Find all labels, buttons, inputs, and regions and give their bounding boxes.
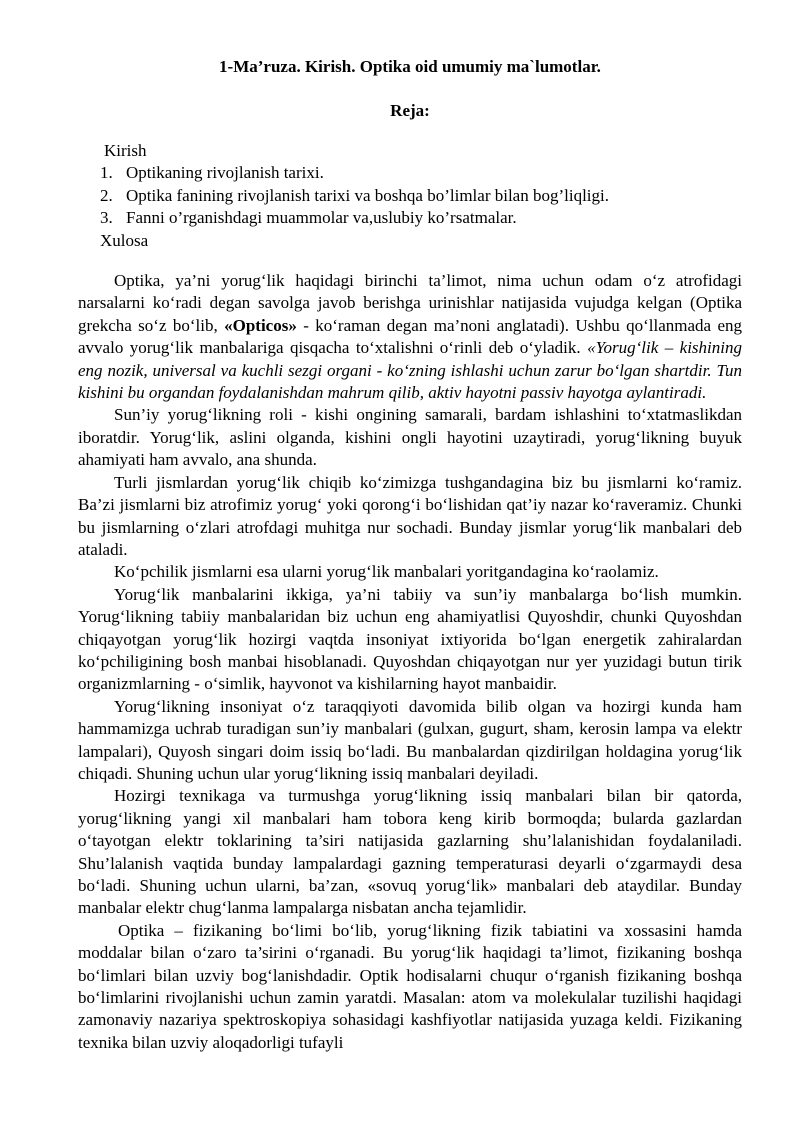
outline-item-text: Optikaning rivojlanish tarixi.: [126, 163, 324, 183]
body-paragraph: Sun’iy yorug‘likning roli - kishi ongining samarali, bardam ishlashini to‘xtatmaslikdan iboratdir. Yorug‘lik, aslini olganda, kishini ongli hayotini uzaytiradi, yorug‘likning buyuk ahamiyati ham avvalo, ana shunda.: [78, 405, 742, 470]
outline-item-number: 3.: [100, 208, 113, 228]
outline-item: [78, 207, 742, 229]
outline-item-text: Optika fanining rivojlanish tarixi va boshqa bo’limlar bilan bog’liqligi.: [126, 185, 609, 205]
opticos-term: «Opticos»: [224, 315, 297, 335]
italic-quote: «Yorug‘lik – kishining eng nozik, universal va kuchli sezgi organi - ko‘zning ishlashi uchun zarur bo‘lgan shartdir. Tun kishini bu organdan foydalanishdan mahrum qilib, aktiv hayotni passiv hayotga aylantiradi.: [78, 338, 742, 403]
outline-intro: Kirish: [104, 141, 147, 160]
body-paragraph: Hozirgi texnikaga va turmushga yorug‘likning issiq manbalari bilan bir qatorda, yorug‘likning yangi xil manbalari ham tobora keng kirib bormoqda; bularda gazlardan o‘tayotgan elektr toklarining ta’siri natijasida gazlarning shu’lalanishidan foydalaniladi. Shu’lalanish vaqtida bunday lampalardagi gazning temperaturasi deyarli o‘zgarmaydi desa bo‘ladi. Shuning uchun ularni, ba’zan, «sovuq yorug‘lik» manbalari deb ataydilar. Bunday manbalar elektr chug‘lanma lampalarga nisbatan ancha tejamlidir.: [78, 786, 742, 918]
lecture-body: [78, 270, 742, 1054]
outline-item-text: Fanni o’rganishdagi muammolar va,uslubiy ko’rsatmalar.: [126, 208, 517, 228]
plan-outline: [78, 140, 742, 252]
body-paragraph: Yorug‘likning insoniyat o‘z taraqqiyoti davomida bilib olgan va hozirgi kunda ham hammamizga uchrab turadigan sun’iy manbalari (gulxan, gugurt, sham, kerosin lampa va elektr lampalari), Quyosh singari doim issiq bo‘ladi. Bu manbalardan qizdirilgan holdagina yorug‘lik chiqadi. Shuning uchun ular yorug‘likning issiq manbalari deyiladi.: [78, 696, 742, 783]
outline-item: [78, 185, 742, 207]
document-page: [78, 56, 742, 1054]
paragraph-text: - ko‘raman degan ma’noni anglatadi). Ushbu qo‘llanmada eng avvalo yorug‘lik manbalariga qisqacha to‘xtalishni o‘rinli deb o‘yladik.: [78, 315, 742, 358]
lecture-title: 1-Ma’ruza. Kirish. Optika oid umumiy ma`lumotlar.: [219, 57, 601, 76]
body-paragraph: Yorug‘lik manbalarini ikkiga, ya’ni tabiiy va sun’iy manbalarga bo‘lish mumkin. Yorug‘likning tabiiy manbalaridan biz uchun eng ahamiyatlisi Quyoshdir, chunki Quyoshdan chiqayotgan yorug‘lik hozirgi vaqtda insoniyat ixtiyorida bo‘lgan energetik zahiralardan ko‘pchiligining bosh manbai hisoblanadi. Quyoshdan chiqayotgan nur yer yuzidagi butun tirik organizmlarning - o‘simlik, hayvonot va kishilarning hayot manbaidir.: [78, 584, 742, 694]
plan-heading: Reja:: [390, 101, 430, 120]
outline-item-number: 2.: [100, 185, 113, 205]
body-paragraph: Turli jismlardan yorug‘lik chiqib ko‘zimizga tushgandagina biz bu jismlarni ko‘ramiz. Ba’zi jismlarni biz atrofimiz yorug‘ yoki qorong‘i bo‘lishidan qat’iy nazar ko‘raveramiz. Chunki bu jismlarning o‘zlari atrofdagi muhitga nur sochadi. Bunday jismlar yorug‘lik manbalari deb ataladi.: [78, 472, 742, 559]
outline-item: [78, 162, 742, 184]
outline-item-number: 1.: [100, 163, 113, 183]
body-paragraph: Ko‘pchilik jismlarni esa ularni yorug‘lik manbalari yoritgandagina ko‘raolamiz.: [114, 562, 659, 582]
body-paragraph: Optika – fizikaning bo‘limi bo‘lib, yorug‘likning fizik tabiatini va xossasini hamda moddalar bilan o‘zaro ta’sirini o‘rganadi. Bu yorug‘lik haqidagi ta’limot, fizikaning boshqa bo‘limlari bilan uzviy bog‘lanishdadir. Optik hodisalarni chuqur o‘rganish fizikaning boshqa bo‘limlarini rivojlanishi uchun zamin yaratdi. Masalan: atom va molekulalar tuzilishi haqidagi zamonaviy nazariya spektroskopiya sohasidagi kashfiyotlar natijasida yuzaga keldi. Fizikaning texnika bilan uzviy aloqadorligi tufayli: [78, 920, 742, 1052]
outline-closing: Xulosa: [100, 230, 149, 250]
body-paragraph: [78, 270, 742, 404]
paragraph-text: Optika, ya’ni yorug‘lik haqidagi birinchi ta’limot, nima uchun odam o‘z atrofidagi narsalarni ko‘radi degan savolga javob berishga urinishlar natijasida vujudga kelgan (Optika grekcha so‘z bo‘lib,: [78, 271, 742, 335]
